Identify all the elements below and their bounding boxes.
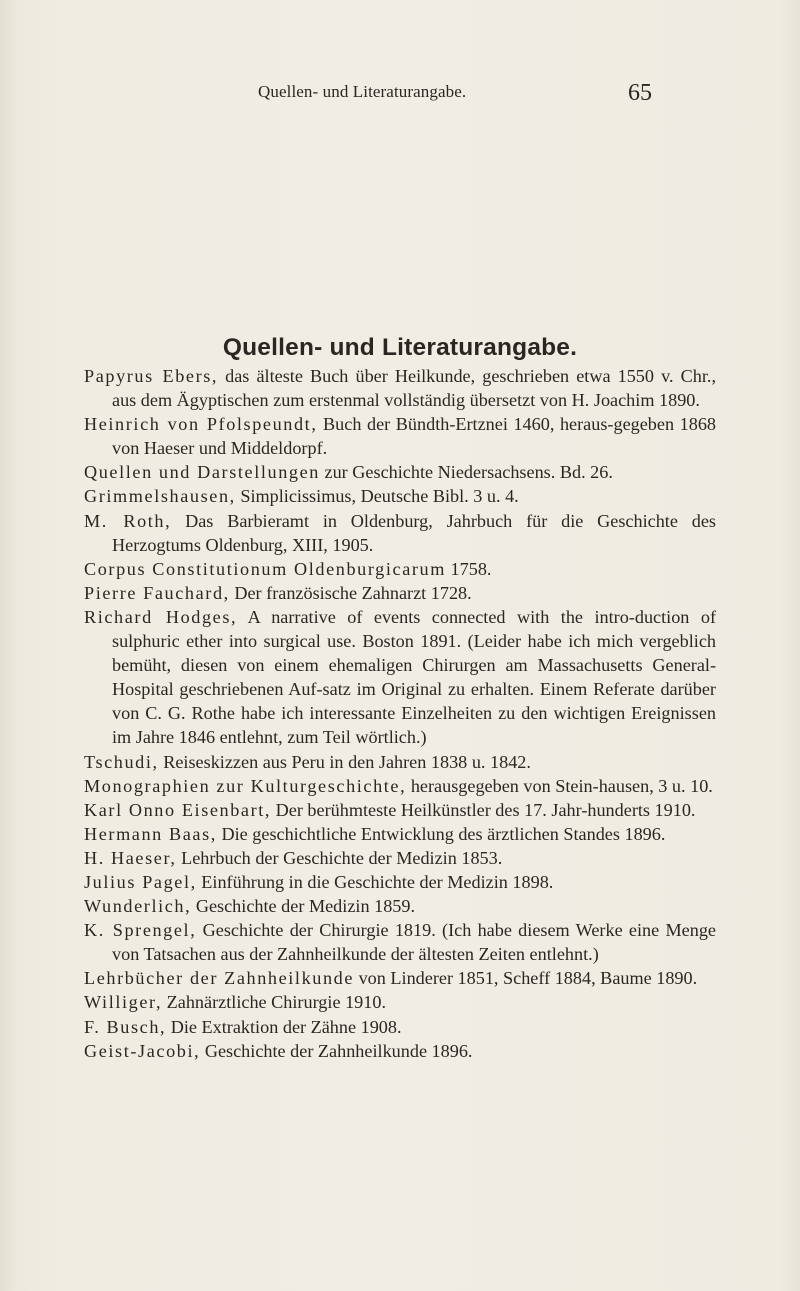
entry-author: Geist-Jacobi, <box>84 1040 201 1061</box>
entry-text: Buch der Bündth-Ertznei 1460, heraus-gegeben 1868 von Haeser und Middeldorpf. <box>112 414 717 459</box>
entry-author: K. Sprengel, <box>84 920 197 941</box>
bibliography-entry <box>84 1015 716 1039</box>
bibliography-entry <box>84 460 716 484</box>
entry-text: A narrative of events connected with the intro-duction of sulphuric ether into surgical use. Boston 1891. (Leider habe ich mich vergeblich bemüht, diesen von einem ehemaligen Chirurgen am Massachusetts General-Hospital geschriebenen Auf-satz im Original zu erhalten. Einem Referate darüber von C. G. Rothe habe ich interessante Einzelheiten zu den wichtigen Ereignissen im Jahre 1846 entlehnt, zum Teil wörtlich.) <box>112 606 717 748</box>
entry-author: Richard Hodges, <box>84 606 238 627</box>
entry-author: Karl Onno Eisenbart, <box>84 799 272 820</box>
entry-text: von Linderer 1851, Scheff 1884, Baume 1890. <box>354 968 698 989</box>
entry-author: Quellen und Darstellungen <box>84 462 320 483</box>
bibliography-entry <box>84 918 716 966</box>
entry-text: Reiseskizzen aus Peru in den Jahren 1838 u. 1842. <box>158 751 531 772</box>
entry-text: Einführung in die Geschichte der Medizin 1898. <box>196 871 554 892</box>
bibliography-entry <box>84 1039 716 1063</box>
entry-text: Simplicissimus, Deutsche Bibl. 3 u. 4. <box>235 486 519 507</box>
entry-author: Pierre Fauchard, <box>84 582 230 603</box>
bibliography-entry <box>84 990 716 1014</box>
bibliography-entry <box>84 798 716 822</box>
entry-author: Julius Pagel, <box>84 871 197 892</box>
bibliography-entry <box>84 412 716 460</box>
entry-text: Geschichte der Medizin 1859. <box>191 896 416 917</box>
entry-author: Wunderlich, <box>84 896 192 917</box>
bibliography-entry <box>84 364 716 412</box>
bibliography-entry <box>84 557 716 581</box>
bibliography-entry <box>84 750 716 774</box>
entry-text: Der französische Zahnarzt 1728. <box>229 582 472 603</box>
bibliography-entry <box>84 774 716 798</box>
bibliography-entry <box>84 509 716 557</box>
entry-author: Grimmelshausen, <box>84 486 236 507</box>
page-number: 65 <box>628 80 652 106</box>
entry-author: Hermann Baas, <box>84 823 217 844</box>
entry-text: Der berühmteste Heilkünstler des 17. Jahr-hunderts 1910. <box>271 799 696 820</box>
entry-author: H. Haeser, <box>84 847 177 868</box>
entry-author: F. Busch, <box>84 1016 167 1037</box>
entry-text: Lehrbuch der Geschichte der Medizin 1853. <box>176 847 503 868</box>
entry-author: Papyrus Ebers, <box>84 366 219 386</box>
bibliography-entry <box>84 894 716 918</box>
bibliography-entry <box>84 966 716 990</box>
entry-text: das älteste Buch über Heilkunde, geschrieben etwa 1550 v. Chr., aus dem Ägyptischen zum erstenmal vollständig übersetzt von H. Joachim 1890. <box>112 366 716 411</box>
running-head: Quellen- und Literaturangabe. <box>258 82 467 101</box>
section-title: Quellen- und Literaturangabe. <box>222 334 578 362</box>
entry-text: Geschichte der Zahnheilkunde 1896. <box>200 1040 473 1061</box>
entry-text: Zahnärztliche Chirurgie 1910. <box>162 992 387 1013</box>
entry-text: Das Barbieramt in Oldenburg, Jahrbuch für die Geschichte des Herzogtums Oldenburg, XIII, 1905. <box>112 510 716 555</box>
entry-author: Williger, <box>84 992 163 1013</box>
bibliography-entry <box>84 581 716 605</box>
entry-text: Die geschichtliche Entwicklung des ärztlichen Standes 1896. <box>216 823 666 844</box>
entry-author: Tschudi, <box>84 751 159 772</box>
bibliography-entry <box>84 605 716 750</box>
entry-text: Geschichte der Chirurgie 1819. (Ich habe diesem Werke eine Menge von Tatsachen aus der Zahnheilkunde der ältesten Zeiten entlehnt.) <box>112 920 716 965</box>
entry-text: Die Extraktion der Zähne 1908. <box>166 1016 402 1037</box>
bibliography-entry <box>84 870 716 894</box>
entry-author: Heinrich von Pfolspeundt, <box>84 414 318 435</box>
entry-text: herausgegeben von Stein-hausen, 3 u. 10. <box>406 775 713 796</box>
entry-author: Monographien zur Kulturgeschichte, <box>84 775 407 796</box>
bibliography-entry <box>84 484 716 508</box>
entry-author: Corpus Constitutionum Oldenburgicarum <box>84 558 446 579</box>
bibliography-entry <box>84 846 716 870</box>
entry-text: 1758. <box>445 558 492 579</box>
entry-author: Lehrbücher der Zahnheilkunde <box>84 968 355 989</box>
entry-text: zur Geschichte Niedersachsens. Bd. 26. <box>319 462 613 483</box>
entry-author: M. Roth, <box>84 510 172 531</box>
bibliography-list <box>84 364 716 1063</box>
bibliography-entry <box>84 822 716 846</box>
